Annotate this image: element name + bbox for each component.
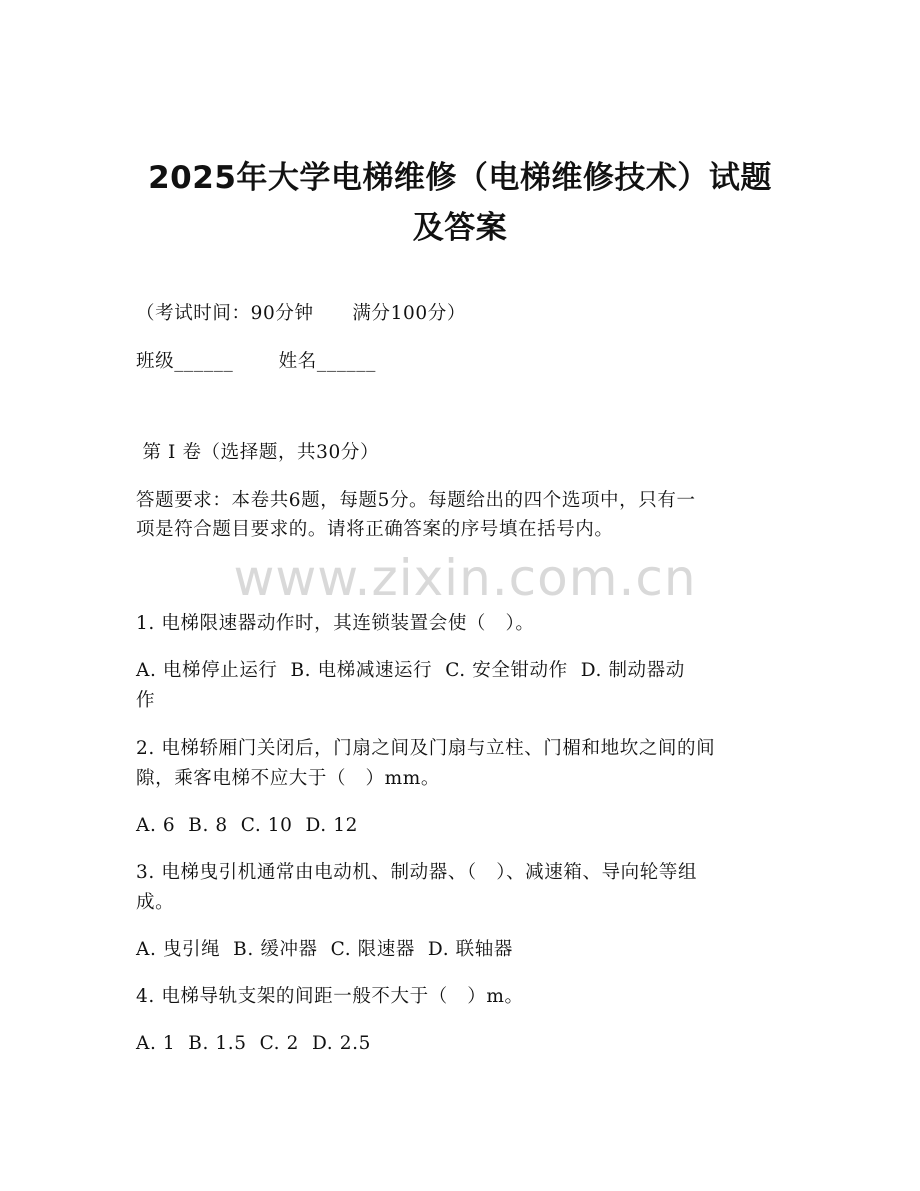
question-3-options: A. 曳引绳 B. 缓冲器 C. 限速器 D. 联轴器	[136, 939, 513, 960]
question-1-options: A. 电梯停止运行 B. 电梯减速运行 C. 安全钳动作 D. 制动器动	[136, 660, 685, 681]
instructions-line-2: 项是符合题目要求的。请将正确答案的序号填在括号内。	[136, 519, 614, 540]
question-3-stem: 3. 电梯曳引机通常由电动机、制动器、（ ）、减速箱、导向轮等组	[136, 862, 698, 883]
question-2-stem: 2. 电梯轿厢门关闭后，门扇之间及门扇与立柱、门楣和地坎之间的间	[136, 738, 716, 759]
instructions-line-1: 答题要求：本卷共6题，每题5分。每题给出的四个选项中，只有一	[136, 490, 696, 511]
site-watermark: www.zixin.com.cn	[233, 549, 697, 607]
student-fields: 班级______ 姓名______	[136, 351, 376, 372]
document-title-line-2: 及答案	[412, 210, 508, 246]
question-2-options: A. 6 B. 8 C. 10 D. 12	[136, 815, 358, 836]
question-4-stem: 4. 电梯导轨支架的间距一般不大于（ ）m。	[136, 986, 524, 1007]
question-2-stem-wrap: 隙，乘客电梯不应大于（ ）mm。	[136, 768, 441, 789]
section-heading: 第 I 卷（选择题，共30分）	[136, 442, 380, 463]
question-4-options: A. 1 B. 1.5 C. 2 D. 2.5	[136, 1033, 371, 1054]
exam-info: （考试时间：90分钟 满分100分）	[136, 303, 466, 324]
question-3-stem-wrap: 成。	[136, 892, 175, 913]
document-title-line-1: 2025年大学电梯维修（电梯维修技术）试题	[148, 160, 772, 196]
question-1-options-wrap: 作	[136, 690, 156, 711]
question-1-stem: 1. 电梯限速器动作时，其连锁装置会使（ ）。	[136, 613, 535, 634]
